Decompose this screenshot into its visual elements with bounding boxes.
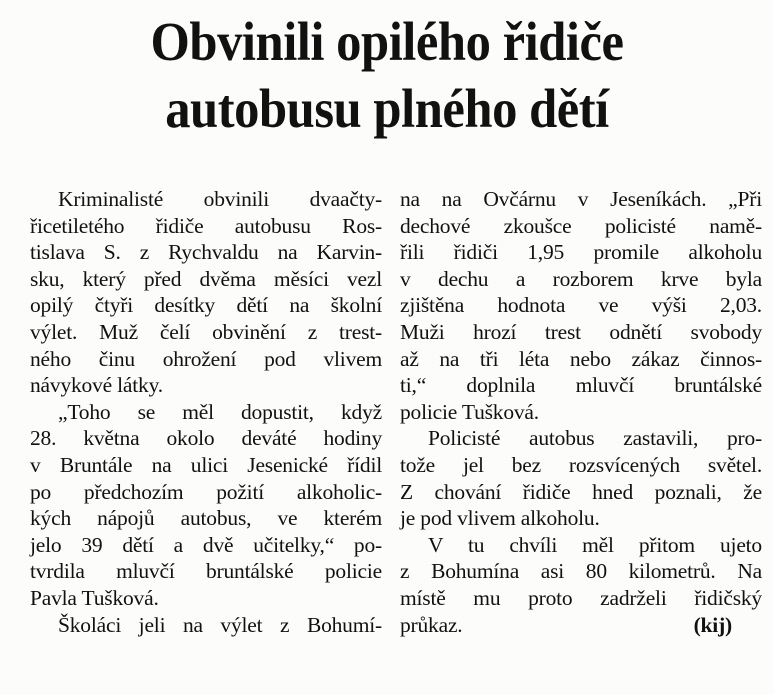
text-line: místě mu proto zadrželi řidičský — [400, 585, 762, 610]
text-line: je pod vlivem alkoholu. — [400, 506, 600, 531]
text-line: Policisté autobus zastavili, pro- — [428, 426, 762, 451]
text-line: 28. května okolo deváté hodiny — [30, 426, 382, 451]
text-line: kých nápojů autobus, ve kterém — [30, 506, 382, 531]
text-line: na na Ovčárnu v Jeseníkách. „Při — [400, 187, 762, 211]
headline-line-2: autobusu plného dětí — [165, 78, 609, 139]
text-line: dechové zkoušce policisté namě- — [400, 213, 762, 238]
text-line: z Bohumína asi 80 kilometrů. Na — [400, 559, 762, 584]
text-line: po předchozím požití alkoholic- — [30, 479, 382, 504]
text-line: „Toho se měl dopustit, když — [58, 399, 382, 424]
text-line: opilý čtyři desítky dětí na školní — [30, 293, 382, 318]
text-line: Pavla Tušková. — [30, 585, 159, 610]
text-line: Muži hrozí trest odnětí svobody — [400, 319, 762, 344]
text-line: tislava S. z Rychvaldu na Karvin- — [30, 240, 382, 265]
text-line: Kriminalisté obvinili dvaačty- — [58, 187, 382, 211]
text-line: V tu chvíli měl přitom ujeto — [428, 532, 762, 557]
text-line: policie Tušková. — [400, 399, 539, 424]
article-left-column — [30, 186, 382, 638]
text-line: sku, který před dvěma měsíci vezl — [30, 266, 382, 291]
text-line: tože jel bez rozsvícených světel. — [400, 452, 762, 477]
text-line: jelo 39 dětí a dvě učitelky,“ po- — [30, 532, 382, 557]
text-line: výlet. Muž čelí obvinění z trest- — [30, 319, 382, 344]
text-line: tvrdila mluvčí bruntálské policie — [30, 559, 382, 584]
text-line: řicetiletého řidiče autobusu Ros- — [30, 213, 382, 238]
text-line: v dechu a rozborem krve byla — [400, 266, 762, 291]
text-line: v Bruntále na ulici Jesenické řídil — [30, 452, 382, 477]
text-line: Z chování řidiče hned poznali, že — [400, 479, 762, 504]
text-line: zjištěna hodnota ve výši 2,03. — [400, 293, 762, 318]
text-line: Školáci jeli na výlet z Bohumí- — [58, 612, 382, 637]
text-line: průkaz. — [400, 612, 463, 637]
headline-line-1: Obvinili opilého řidiče — [150, 11, 624, 72]
text-line: až na tři léta nebo zákaz činnos- — [400, 346, 762, 371]
author-byline: (kij) — [693, 612, 732, 637]
text-line: ného činu ohrožení pod vlivem — [30, 346, 382, 371]
last-line-row — [400, 612, 762, 639]
text-line: návykové látky. — [30, 373, 163, 398]
headline — [31, 8, 743, 142]
article-right-column — [400, 186, 762, 638]
text-line: řili řidiči 1,95 promile alkoholu — [400, 240, 762, 265]
text-line: ti,“ doplnila mluvčí bruntálské — [400, 373, 762, 398]
